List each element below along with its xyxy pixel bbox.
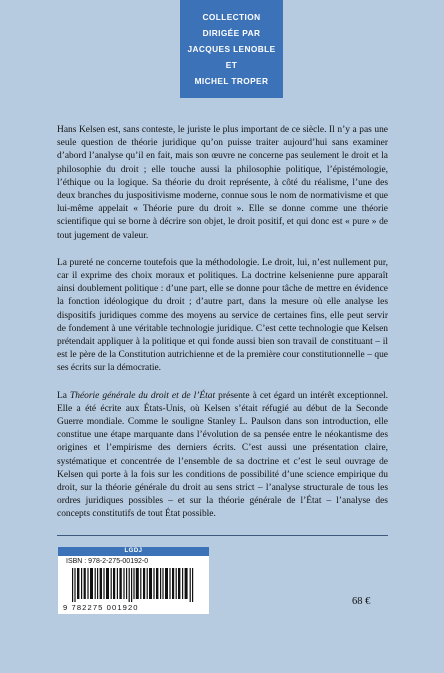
paragraph-2: La pureté ne concerne toutefois que la méthodologie. Le droit, lui, n’est nullement pur, car il exprime des choix moraux et politiques. La doctrine kelsenienne pure apparaît ainsi doublement politique : d’une part, elle se donne pour tâche de mettre en évidence la fonction idéologique du droit ; d’autre part, dans la mesure où elle analyse les dispositifs juridiques comme des moyens au service de certaines fins, elle peut servir de fondement à une véritable technologie juridique. C’est cette technologie que Kelsen prétendait appliquer à la politique et qui fonde aussi bien son travail de constituant – il est le père de la Constitution autrichienne et de la première cour constitutionnelle – que ses écrits sur la démocratie.: [57, 257, 388, 374]
collection-banner: [180, 0, 283, 98]
paragraph-3-body: présente à cet égard un intérêt exceptionnel. Elle a été écrite aux États-Unis, où Kelsen s’était réfugié au début de la Seconde Guerre mondiale. Comme le souligne Stanley L. Paulson dans son introduction, elle constitue une étape marquante dans l’évolution de sa pensée entre le néokantisme des origines et l’empirisme des derniers écrits. C’est aussi une présentation claire, systématique et concentrée de l’ensemble de sa doctrine et c’est le seul ouvrage de Kelsen qui porte à la fois sur les conditions de possibilité d’une science empirique du droit, sur la théorie générale du droit au sens strict – l’analyse structurale de tous les ordres juridiques possibles – et sur la théorie générale de l’État – l’analyse des concepts constitutifs de tout État possible.: [57, 390, 388, 520]
banner-line-dirigee: DIRIGÉE PAR: [202, 28, 261, 38]
isbn-barcode-box: [58, 547, 209, 614]
barcode-digits: 9 782275 001920: [63, 603, 139, 612]
isbn-label: ISBN : 978-2-275-00192-0: [66, 558, 149, 565]
paragraph-3: [57, 390, 388, 522]
book-title: Théorie générale du droit et de l’État: [69, 390, 216, 401]
price-label: 68 €: [352, 596, 371, 607]
banner-line-collection: COLLECTION: [202, 12, 261, 22]
banner-line-lenoble: JACQUES LENOBLE: [187, 44, 276, 54]
banner-line-troper: MICHEL TROPER: [194, 76, 269, 86]
publisher-logo: LGDJ: [58, 547, 209, 556]
paragraph-1: Hans Kelsen est, sans conteste, le juriste le plus important de ce siècle. Il n’y a pas une seule question de théorie juridique qu’on puisse traiter aujourd’hui sans examiner d’abord l’analyse qu’il en fait, mais son œuvre ne concerne pas seulement le droit et la philosophie du droit ; elle touche aussi la philosophie politique, l’épistémologie, l’éthique ou la logique. Sa théorie du droit représente, à côté du réalisme, l’une des deux branches du juspositivisme moderne, connue sous le nom de normativisme et que lui-même appelait « Théorie pure du droit ». Elle se donne comme une théorie scientifique qui se borne à décrire son objet, le droit positif, et qui donc est « pure » de tout jugement de valeur.: [57, 125, 388, 241]
barcode-icon: [72, 568, 196, 602]
banner-line-et: ET: [225, 60, 238, 70]
back-cover-text: [57, 124, 388, 536]
divider-rule: [57, 535, 388, 536]
paragraph-3-lead: La: [57, 390, 70, 401]
